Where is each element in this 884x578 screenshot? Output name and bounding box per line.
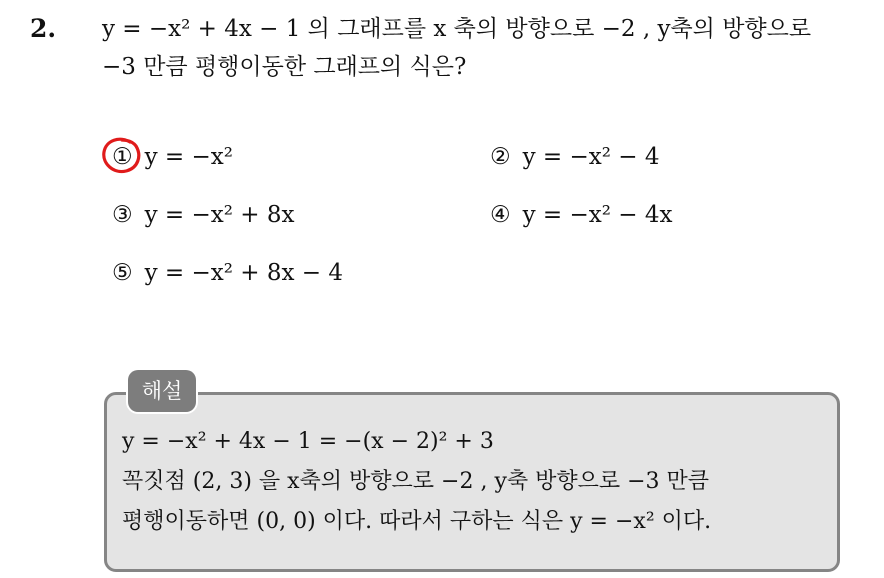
option-1-number: ① xyxy=(112,144,133,170)
option-3-number: ③ xyxy=(112,202,133,228)
option-2[interactable] xyxy=(490,142,660,172)
option-4-number: ④ xyxy=(490,202,511,228)
explanation-line-3: 평행이동하면 (0, 0) 이다. 따라서 구하는 식은 y = −x² 이다. xyxy=(122,509,712,534)
option-4-text: y = −x² − 4x xyxy=(522,202,673,228)
option-1-text: y = −x² xyxy=(144,144,233,170)
question-text-line-2: −3 만큼 평행이동한 그래프의 식은? xyxy=(102,54,467,80)
option-5-number: ⑤ xyxy=(112,260,133,286)
option-2-number: ② xyxy=(490,144,511,170)
option-4[interactable] xyxy=(490,200,672,230)
option-2-text: y = −x² − 4 xyxy=(522,144,660,170)
explanation-label: 해설 xyxy=(128,370,196,412)
explanation-line-2: 꼭짓점 (2, 3) 을 x축의 방향으로 −2 , y축 방향으로 −3 만큼 xyxy=(122,469,710,494)
option-5[interactable] xyxy=(112,258,343,288)
question-number: 2. xyxy=(30,14,57,43)
option-3-text: y = −x² + 8x xyxy=(144,202,295,228)
question-text-line-1: y = −x² + 4x − 1 의 그래프를 x 축의 방향으로 −2 , y축의 방향으로 xyxy=(102,16,812,42)
option-1[interactable] xyxy=(112,142,233,172)
option-5-text: y = −x² + 8x − 4 xyxy=(144,260,343,286)
explanation-line-1: y = −x² + 4x − 1 = −(x − 2)² + 3 xyxy=(122,429,494,454)
option-3[interactable] xyxy=(112,200,294,230)
